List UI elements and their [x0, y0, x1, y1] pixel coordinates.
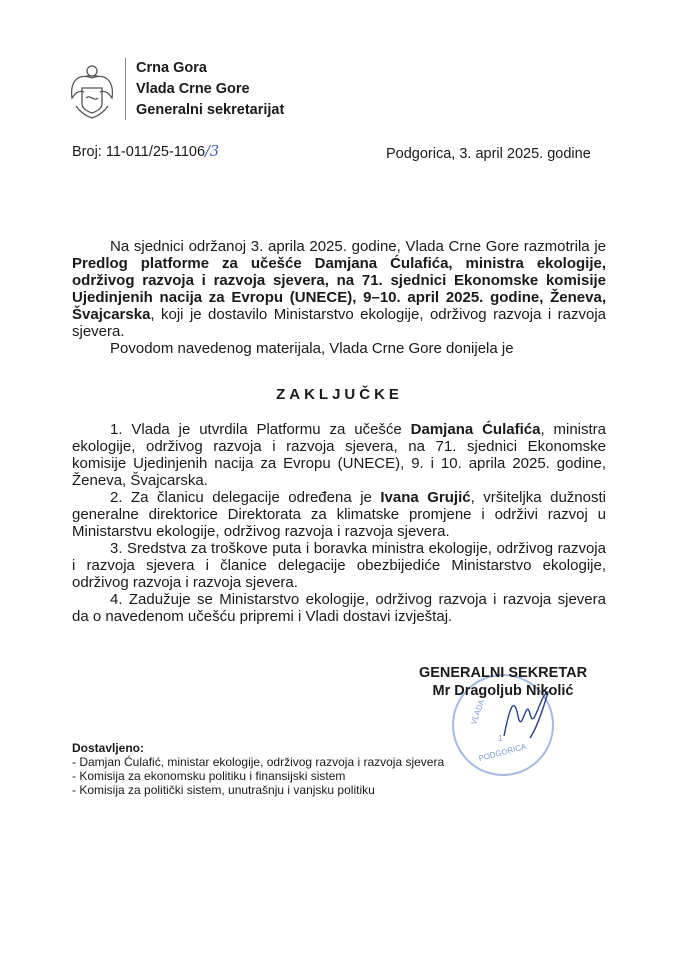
letterhead: [136, 58, 284, 121]
intro-paragraph: [72, 238, 606, 340]
distribution-item: - Komisija za politički sistem, unutrašnju i vanjsku politiku: [72, 783, 375, 797]
signature-block: [400, 664, 606, 700]
intro-bold-text: Predlog platforme za učešće Damjana Ćulafića, ministra ekologije, održivog razvoja i razvoja sjevera, na 71. sjednici Ekonomske komisije Ujedinjenih nacija za Evropu (UNECE), 9–10. april 2025. godine, Ženeva, Švajcarska: [72, 255, 606, 323]
conclusion-bold: Ivana Grujić: [380, 489, 471, 506]
document-date: Podgorica, 3. april 2025. godine: [386, 146, 591, 162]
stamp-number: 1: [498, 734, 503, 743]
country-name: Crna Gora: [136, 60, 207, 76]
document-number: [72, 144, 219, 160]
conclusions-list: [72, 421, 606, 625]
office-name: Generalni sekretarijat: [136, 102, 285, 118]
conclusion-item: [72, 421, 606, 489]
intro-text-end: , koji je dostavilo Ministarstvo ekologije, održivog razvoja i razvoja sjevera.: [72, 306, 606, 340]
intro-paragraph-2: Povodom navedenog materijala, Vlada Crne Gore donijela je: [110, 340, 514, 357]
header-divider: [125, 58, 126, 120]
intro-text: Na sjednici održanoj 3. aprila 2025. godine, Vlada Crne Gore razmotrila je: [110, 238, 606, 255]
coat-of-arms-icon: [66, 62, 118, 122]
conclusion-bold: Damjana Ćulafića: [410, 421, 541, 438]
government-name: Vlada Crne Gore: [136, 81, 250, 97]
conclusion-item: 4. Zadužuje se Ministarstvo ekologije, održivog razvoja i razvoja sjevera da o navedenom učešću pripremi i Vladi dostavi izvještaj.: [72, 591, 606, 625]
conclusions-title: ZAKLJUČKE: [276, 386, 403, 403]
conclusion-text: , vršiteljka dužnosti generalne direktorice Direktorata za klimatske promjene i održivi razvoj u Ministarstvu ekologije, održivog razvoja i razvoja sjevera.: [72, 489, 606, 540]
signatory-name: Mr Dragoljub Nikolić: [432, 683, 574, 699]
distribution-heading: Dostavljeno:: [72, 741, 145, 755]
intro-section: [72, 238, 606, 357]
conclusion-text: 2. Za članicu delegacije određena je: [110, 489, 381, 506]
conclusion-text: 1. Vlada je utvrdila Platformu za učešće: [110, 421, 411, 438]
conclusion-text: , ministra ekologije, održivog razvoja i razvoja sjevera, na 71. sjednici Ekonomske komisije Ujedinjenih nacija za Evropu (UNECE), 9. i 10. aprila 2025. godine, Ženeva, Švajcarska.: [72, 421, 606, 489]
distribution-item: - Damjan Ćulafić, ministar ekologije, održivog razvoja i razvoja sjevera: [72, 755, 445, 769]
conclusion-item: [72, 489, 606, 540]
distribution-item: - Komisija za ekonomsku politiku i finansijski sistem: [72, 769, 346, 783]
conclusion-item: 3. Sredstva za troškove puta i boravka ministra ekologije, održivog razvoja i razvoja sjevera i članice delegacije obezbijediće Ministarstvo ekologije, održivog razvoja i razvoja sjevera.: [72, 540, 606, 591]
document-number-text: Broj: 11-011/25-1106: [72, 144, 206, 160]
distribution-list: [72, 741, 444, 797]
stamp-text: VLADA C: [468, 691, 489, 726]
stamp-city: PODGORICA: [477, 741, 528, 764]
handwritten-suffix: /3: [205, 144, 220, 160]
signatory-title: GENERALNI SEKRETAR: [418, 665, 588, 681]
